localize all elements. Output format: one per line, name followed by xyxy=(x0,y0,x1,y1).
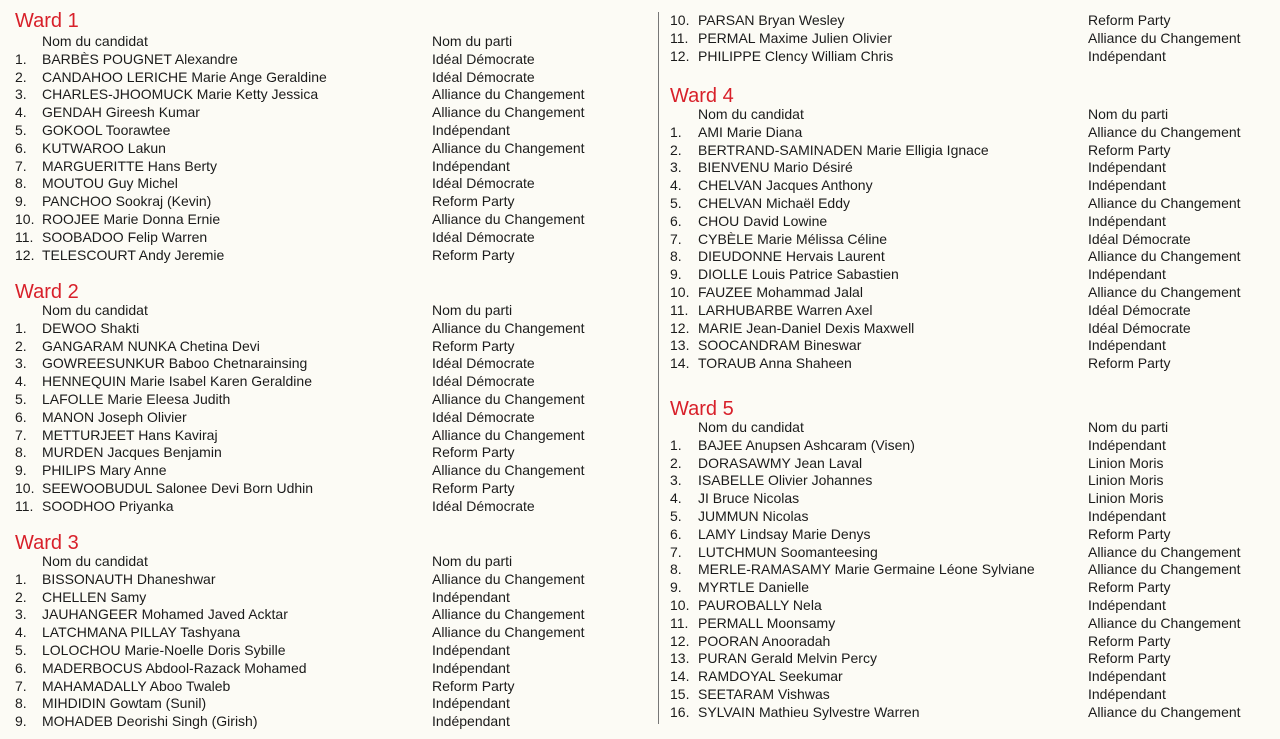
candidate-number: 9. xyxy=(15,193,27,210)
candidate-name: PAUROBALLY Nela xyxy=(698,597,822,613)
candidate-number: 6. xyxy=(670,525,682,542)
candidate-name: SEEWOOBUDUL Salonee Devi Born Udhin xyxy=(42,480,314,496)
candidate-name: BERTRAND-SAMINADEN Marie Elligia Ignace xyxy=(698,141,989,158)
candidate-name: MOUTOU Guy Michel xyxy=(42,175,178,192)
candidate-column-header: Nom du candidat xyxy=(698,419,804,435)
party-name: Reform Party xyxy=(1088,579,1171,596)
party-name: Idéal Démocrate xyxy=(1088,230,1191,247)
candidate-number: 12. xyxy=(670,47,690,64)
candidate-number: 8. xyxy=(670,561,682,578)
candidate-name: METTURJEET Hans Kaviraj xyxy=(42,426,218,443)
candidate-name: MIHDIDIN Gowtam (Sunil) xyxy=(42,695,207,712)
candidate-column-header: Nom du candidat xyxy=(42,33,148,49)
candidate-number: 6. xyxy=(15,408,27,425)
party-name: Reform Party xyxy=(1088,355,1171,372)
party-name: Reform Party xyxy=(1088,525,1171,542)
candidate-number: 14. xyxy=(670,668,690,685)
party-name: Alliance du Changement xyxy=(432,104,585,121)
candidate-name: LATCHMANA PILLAY Tashyana xyxy=(42,624,241,641)
candidate-name: AMI Marie Diana xyxy=(698,123,803,140)
party-name: Idéal Démocrate xyxy=(432,355,535,372)
candidate-name: MANON Joseph Olivier xyxy=(42,408,187,425)
party-name: Linion Moris xyxy=(1088,454,1164,471)
party-name: Indépendant xyxy=(432,122,510,138)
party-name: Alliance du Changement xyxy=(432,139,585,156)
candidate-number: 9. xyxy=(15,713,27,730)
candidate-number: 8. xyxy=(15,444,27,461)
ward-title: Ward 5 xyxy=(670,398,734,420)
candidate-name: LARHUBARBE Warren Axel xyxy=(698,301,873,318)
column-divider xyxy=(658,12,659,724)
party-name: Linion Moris xyxy=(1088,472,1164,489)
candidate-name: DEWOO Shakti xyxy=(42,319,140,336)
candidate-number: 1. xyxy=(670,123,682,140)
candidate-name: MERLE-RAMASAMY Marie Germaine Léone Sylviane xyxy=(698,561,1035,578)
candidate-number: 8. xyxy=(670,248,682,265)
candidate-name: LAFOLLE Marie Eleesa Judith xyxy=(42,391,231,407)
party-name: Alliance du Changement xyxy=(432,606,585,623)
candidate-number: 2. xyxy=(15,337,27,354)
candidate-number: 11. xyxy=(670,301,689,318)
candidate-number: 3. xyxy=(15,86,27,103)
candidate-number: 11. xyxy=(15,497,34,514)
candidate-name: JI Bruce Nicolas xyxy=(698,490,800,507)
candidate-name: CHARLES-JHOOMUCK Marie Ketty Jessica xyxy=(42,86,319,103)
candidate-name: MARIE Jean-Daniel Dexis Maxwell xyxy=(698,319,915,336)
candidate-number: 11. xyxy=(670,29,689,46)
candidate-name: GENDAH Gireesh Kumar xyxy=(42,104,200,121)
candidate-name: SOODHOO Priyanka xyxy=(42,497,174,514)
candidate-number: 8. xyxy=(15,175,27,192)
party-name: Reform Party xyxy=(1088,12,1171,28)
candidate-name: SOOCANDRAM Bineswar xyxy=(698,337,862,354)
candidate-number: 1. xyxy=(15,570,27,587)
party-name: Indépendant xyxy=(1088,337,1166,354)
party-name: Alliance du Changement xyxy=(1088,543,1241,560)
candidate-number: 3. xyxy=(15,606,27,623)
candidate-name: DORASAWMY Jean Laval xyxy=(698,454,863,471)
candidate-name: BIENVENU Mario Désiré xyxy=(698,159,853,176)
candidate-name: MADERBOCUS Abdool-Razack Mohamed xyxy=(42,659,307,676)
candidate-name: MAHAMADALLY Aboo Twaleb xyxy=(42,677,231,694)
candidate-name: CANDAHOO LERICHE Marie Ange Geraldine xyxy=(42,68,327,85)
ward-title: Ward 4 xyxy=(670,85,734,107)
party-name: Alliance du Changement xyxy=(432,211,585,227)
candidate-number: 14. xyxy=(670,355,690,372)
party-column-header: Nom du parti xyxy=(432,33,513,49)
party-name: Indépendant xyxy=(1088,177,1166,194)
party-name: Reform Party xyxy=(432,480,515,496)
candidate-name: PERMALL Moonsamy xyxy=(698,614,836,631)
candidate-number: 4. xyxy=(670,177,682,194)
candidate-number: 7. xyxy=(670,230,682,247)
candidate-number: 10. xyxy=(15,211,35,227)
candidate-number: 9. xyxy=(670,266,682,283)
party-name: Alliance du Changement xyxy=(432,86,585,103)
candidate-name: CHOU David Lowine xyxy=(698,212,828,229)
candidate-name: PHILIPPE Clency William Chris xyxy=(698,47,894,64)
candidate-number: 10. xyxy=(670,597,690,613)
candidate-number: 1. xyxy=(15,50,27,67)
party-name: Indépendant xyxy=(1088,266,1166,283)
candidate-name: BISSONAUTH Dhaneshwar xyxy=(42,570,216,587)
party-name: Indépendant xyxy=(1088,686,1166,702)
party-column-header: Nom du parti xyxy=(432,302,513,318)
party-name: Indépendant xyxy=(1088,159,1166,176)
party-name: Idéal Démocrate xyxy=(1088,319,1191,336)
party-name: Idéal Démocrate xyxy=(432,373,535,390)
candidate-name: LUTCHMUN Soomanteesing xyxy=(698,543,878,560)
party-name: Reform Party xyxy=(1088,632,1171,649)
party-name: Indépendant xyxy=(1088,668,1166,685)
candidate-name: DIOLLE Louis Patrice Sabastien xyxy=(698,266,899,283)
candidate-number: 7. xyxy=(15,157,27,174)
candidate-number: 5. xyxy=(670,195,682,211)
party-name: Alliance du Changement xyxy=(1088,561,1241,578)
candidate-column-header: Nom du candidat xyxy=(698,106,804,122)
candidate-name: KUTWAROO Lakun xyxy=(42,139,166,156)
candidate-name: DIEUDONNE Hervais Laurent xyxy=(698,248,885,265)
candidate-number: 5. xyxy=(15,642,27,658)
party-name: Reform Party xyxy=(432,337,515,354)
candidate-number: 13. xyxy=(670,650,690,667)
candidate-name: MYRTLE Danielle xyxy=(698,579,810,596)
candidate-name: CHELVAN Michaël Eddy xyxy=(698,195,850,211)
candidate-name: MARGUERITTE Hans Berty xyxy=(42,157,218,174)
party-name: Alliance du Changement xyxy=(1088,248,1241,265)
candidate-name: MOHADEB Deorishi Singh (Girish) xyxy=(42,713,258,730)
candidate-name: ISABELLE Olivier Johannes xyxy=(698,472,873,489)
candidate-number: 3. xyxy=(15,355,27,372)
candidate-name: ROOJEE Marie Donna Ernie xyxy=(42,211,221,227)
candidate-number: 4. xyxy=(670,490,682,507)
party-name: Indépendant xyxy=(432,588,510,605)
candidate-column-header: Nom du candidat xyxy=(42,553,148,569)
candidate-number: 4. xyxy=(15,104,27,121)
party-name: Indépendant xyxy=(1088,436,1166,453)
party-name: Alliance du Changement xyxy=(1088,29,1241,46)
candidate-name: POORAN Anooradah xyxy=(698,632,831,649)
candidate-number: 10. xyxy=(670,284,690,300)
party-name: Reform Party xyxy=(1088,141,1171,158)
party-name: Alliance du Changement xyxy=(432,570,585,587)
party-column-header: Nom du parti xyxy=(432,553,513,569)
candidate-number: 13. xyxy=(670,337,690,354)
candidate-number: 11. xyxy=(15,228,34,245)
candidate-number: 3. xyxy=(670,159,682,176)
candidate-number: 4. xyxy=(15,624,27,641)
candidate-number: 12. xyxy=(670,319,690,336)
candidate-number: 2. xyxy=(15,68,27,85)
ward-title: Ward 3 xyxy=(15,532,79,554)
party-name: Alliance du Changement xyxy=(432,391,585,407)
party-name: Indépendant xyxy=(1088,508,1166,524)
candidate-name: LOLOCHOU Marie-Noelle Doris Sybille xyxy=(42,642,286,658)
party-name: Alliance du Changement xyxy=(432,426,585,443)
party-name: Indépendant xyxy=(432,157,510,174)
candidate-number: 12. xyxy=(670,632,690,649)
party-name: Idéal Démocrate xyxy=(432,497,535,514)
party-name: Idéal Démocrate xyxy=(432,50,535,67)
candidate-name: MURDEN Jacques Benjamin xyxy=(42,444,222,461)
candidate-number: 1. xyxy=(15,319,27,336)
candidate-name: PHILIPS Mary Anne xyxy=(42,462,167,479)
party-name: Linion Moris xyxy=(1088,490,1164,507)
candidate-name: PURAN Gerald Melvin Percy xyxy=(698,650,877,667)
candidate-number: 4. xyxy=(15,373,27,390)
candidate-name: PARSAN Bryan Wesley xyxy=(698,12,845,28)
party-column-header: Nom du parti xyxy=(1088,106,1169,122)
candidate-name: PERMAL Maxime Julien Olivier xyxy=(698,29,892,46)
candidate-name: JUMMUN Nicolas xyxy=(698,508,809,524)
candidate-number: 5. xyxy=(15,391,27,407)
candidate-number: 9. xyxy=(15,462,27,479)
candidate-number: 11. xyxy=(670,614,689,631)
candidate-number: 7. xyxy=(15,677,27,694)
candidate-column-header: Nom du candidat xyxy=(42,302,148,318)
candidate-number: 6. xyxy=(670,212,682,229)
candidate-number: 16. xyxy=(670,703,690,720)
party-name: Indépendant xyxy=(432,713,510,730)
candidate-name: BARBÈS POUGNET Alexandre xyxy=(42,50,238,67)
ward-title: Ward 1 xyxy=(15,10,79,32)
candidate-number: 2. xyxy=(15,588,27,605)
candidate-number: 6. xyxy=(15,659,27,676)
candidate-name: JAUHANGEER Mohamed Javed Acktar xyxy=(42,606,288,623)
party-name: Alliance du Changement xyxy=(432,319,585,336)
candidate-name: BAJEE Anupsen Ashcaram (Visen) xyxy=(698,436,915,453)
candidate-name: TELESCOURT Andy Jeremie xyxy=(42,246,225,263)
party-name: Alliance du Changement xyxy=(432,462,585,479)
party-name: Alliance du Changement xyxy=(1088,195,1241,211)
candidate-name: PANCHOO Sookraj (Kevin) xyxy=(42,193,212,210)
candidate-number: 3. xyxy=(670,472,682,489)
candidate-name: FAUZEE Mohammad Jalal xyxy=(698,284,863,300)
candidate-number: 7. xyxy=(15,426,27,443)
party-name: Indépendant xyxy=(1088,47,1166,64)
candidate-number: 12. xyxy=(15,246,35,263)
party-name: Idéal Démocrate xyxy=(432,408,535,425)
candidate-number: 1. xyxy=(670,436,682,453)
party-name: Alliance du Changement xyxy=(1088,284,1241,300)
candidate-name: GANGARAM NUNKA Chetina Devi xyxy=(42,337,260,354)
candidate-name: LAMY Lindsay Marie Denys xyxy=(698,525,871,542)
party-name: Indépendant xyxy=(1088,597,1166,613)
party-name: Alliance du Changement xyxy=(1088,614,1241,631)
candidate-number: 15. xyxy=(670,686,690,702)
party-name: Indépendant xyxy=(432,642,510,658)
party-name: Indépendant xyxy=(432,659,510,676)
candidate-name: GOWREESUNKUR Baboo Chetnarainsing xyxy=(42,355,308,372)
party-name: Idéal Démocrate xyxy=(1088,301,1191,318)
ward-title: Ward 2 xyxy=(15,281,79,303)
party-name: Idéal Démocrate xyxy=(432,228,535,245)
candidate-name: HENNEQUIN Marie Isabel Karen Geraldine xyxy=(42,373,312,390)
candidate-name: SOOBADOO Felip Warren xyxy=(42,228,208,245)
candidate-number: 5. xyxy=(15,122,27,138)
party-name: Reform Party xyxy=(432,677,515,694)
party-name: Reform Party xyxy=(432,246,515,263)
party-name: Indépendant xyxy=(432,695,510,712)
candidate-number: 10. xyxy=(15,480,35,496)
party-column-header: Nom du parti xyxy=(1088,419,1169,435)
candidate-number: 2. xyxy=(670,454,682,471)
candidate-name: CHELVAN Jacques Anthony xyxy=(698,177,873,194)
party-name: Alliance du Changement xyxy=(1088,123,1241,140)
party-name: Alliance du Changement xyxy=(1088,703,1241,720)
candidate-name: SYLVAIN Mathieu Sylvestre Warren xyxy=(698,703,920,720)
party-name: Idéal Démocrate xyxy=(432,68,535,85)
party-name: Reform Party xyxy=(432,444,515,461)
candidate-number: 2. xyxy=(670,141,682,158)
candidate-number: 6. xyxy=(15,139,27,156)
candidate-name: SEETARAM Vishwas xyxy=(698,686,830,702)
candidate-number: 10. xyxy=(670,12,690,28)
candidate-name: GOKOOL Toorawtee xyxy=(42,122,171,138)
candidate-number: 9. xyxy=(670,579,682,596)
candidate-name: CYBÈLE Marie Mélissa Céline xyxy=(698,230,888,247)
party-name: Indépendant xyxy=(1088,212,1166,229)
party-name: Reform Party xyxy=(1088,650,1171,667)
party-name: Alliance du Changement xyxy=(432,624,585,641)
candidate-name: RAMDOYAL Seekumar xyxy=(698,668,843,685)
candidate-name: CHELLEN Samy xyxy=(42,588,147,605)
party-name: Reform Party xyxy=(432,193,515,210)
candidate-name: TORAUB Anna Shaheen xyxy=(698,355,852,372)
party-name: Idéal Démocrate xyxy=(432,175,535,192)
candidate-number: 8. xyxy=(15,695,27,712)
candidate-number: 5. xyxy=(670,508,682,524)
candidate-number: 7. xyxy=(670,543,682,560)
